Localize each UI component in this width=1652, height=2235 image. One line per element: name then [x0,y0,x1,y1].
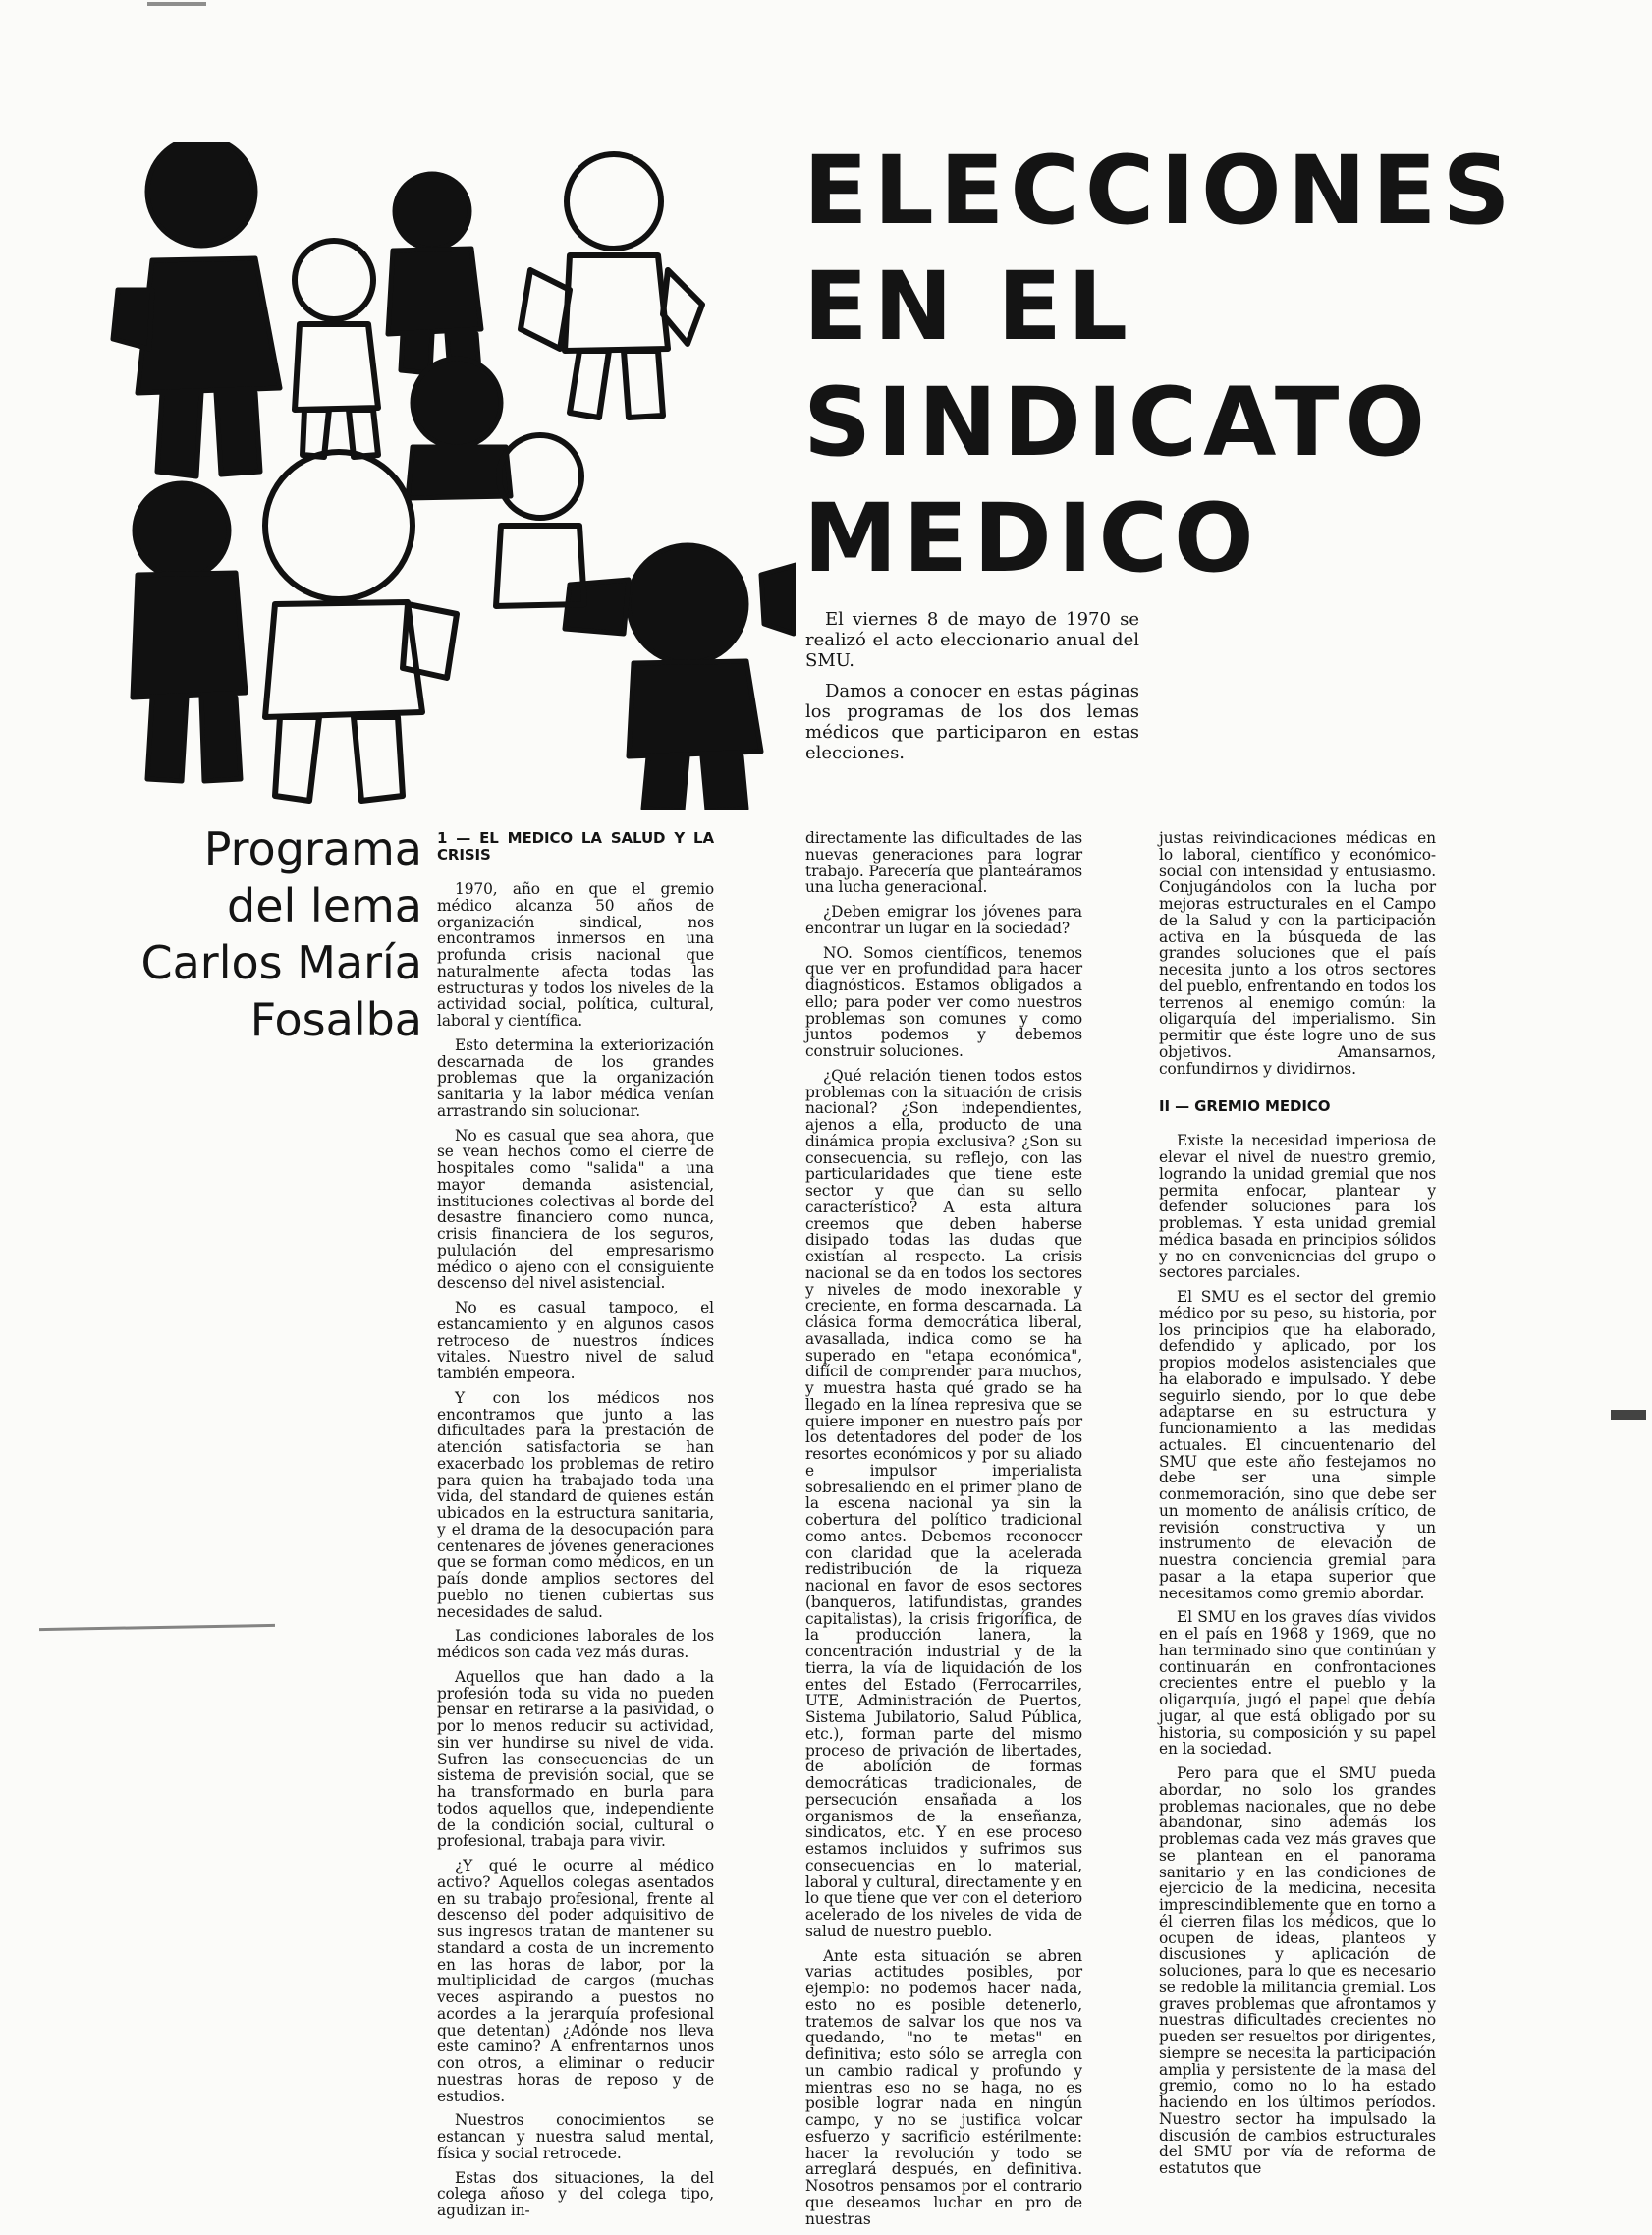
section-heading: II — GREMIO MEDICO [1159,1097,1331,1116]
paragraph: El SMU en los graves días vividos en el país en 1968 y 1969, que no han terminado sino que continúan y continuarán en confrontaciones crecientes entre el pueblo y la oligarquía, jugó el papel que debía jugar, al que está obligado por su historia, su composición y su papel en la sociedad. [1159,1608,1436,1759]
section-heading: 1 — EL MEDICO LA SALUD Y LA CRISIS [437,829,714,864]
paragraph: Y con los médicos nos encontramos que junto a las dificultades para la prestación de atención satisfactoria se han exacerbado los problemas de retiro para quien ha trabajado toda una vida, del standard de quienes están ubicados en la estructura sanitaria, y el drama de la desocupación para centenares de jóvenes generaciones que se forman como médicos, en un país donde amplios sectores del pueblo no tienen cubiertas sus necesidades de salud. [437,1388,714,1621]
paragraph: Aquellos que han dado a la profesión toda su vida no pueden pensar en retirarse a la pasividad, o por lo menos reducir su actividad, sin ver hundirse su nivel de vida. Sufren las consecuencias de un sistema de previsión social, que se ha transformado en burla para todos aquellos que, independiente de la condición social, cultural o profesional, trabaja para vivir. [437,1667,714,1851]
intro-paragraph: El viernes 8 de mayo de 1970 se realizó el acto eleccionario anual del SMU. [805,609,1139,671]
paragraph: directamente las dificultades de las nuevas generaciones para lograr trabajo. Parecería que planteáramos una lucha generacional. [805,829,1082,897]
children-illustration [108,142,796,810]
paragraph: Existe la necesidad imperiosa de elevar el nivel de nuestro gremio, logrando la unidad gremial que nos permita enfocar, plantear y defender soluciones para los problemas. Y esta unidad gremial médica basada en principios sólidos y no en conveniencias del grupo o sectores parciales. [1159,1132,1436,1282]
paragraph: ¿Deben emigrar los jóvenes para encontrar un lugar en la sociedad? [805,903,1082,937]
paragraph: No es casual tampoco, el estancamiento y en algunos casos retroceso de nuestros índices vitales. Nuestro nivel de salud también empeora. [437,1299,714,1382]
intro [805,609,1139,773]
paragraph: Estas dos situaciones, la del colega añoso y del colega tipo, agudizan in- [437,2168,714,2219]
paragraph: No es casual que sea ahora, que se vean hechos como el cierre de hospitales como "salida" a una mayor demanda asistencial, instituciones colectivas al borde del desastre financiero como nunca, crisis financiera de los seguros, pululación del empresarismo médico o ajeno con el consiguiente descenso del nivel asistencial. [437,1126,714,1293]
paragraph: Esto determina la exteriorización descarnada de los grandes problemas que la organización sanitaria y la labor médica venían arrastrando sin solucionar. [437,1035,714,1120]
paragraph: El SMU es el sector del gremio médico por su peso, su historia, por los principios que ha elaborado, defendido y aplicado, por los propios modelos asistenciales que ha elaborado e impulsado. Y debe seguirlo siendo, por lo que debe adaptarse en su estructura y funcionamiento a las medidas actuales. El cincuentenario del SMU que este año festejamos no debe ser una simple conmemoración, sino que debe ser un momento de análisis crítico, de revisión constructiva y un instrumento de elevación de nuestra conciencia gremial para pasar a la etapa superior que necesitamos como gremio abordar. [1159,1288,1436,1602]
program-title-line: Fosalba [249,993,422,1046]
headline [803,133,1516,596]
paragraph: NO. Somos científicos, tenemos que ver en profundidad para hacer diagnósticos. Estamos obligados a ello; para poder ver como nuestros problemas son comunes y como juntos podemos y debemos construir soluciones. [805,943,1082,1060]
paragraph: Ante esta situación se abren varias actitudes posibles, por ejemplo: no podemos hacer nada, esto no es posible detenerlo, tratemos de salvar los que nos va quedando, "no te metas" en definitiva; esto sólo se arregla con un cambio radical y profundo y mientras eso no se haga, no es posible lograr nada en ningún campo, y no se justifica volcar esfuerzo y sacrificio estérilmente: hacer la revolución y todo se arreglará después, en definitiva. Nosotros pensamos por el contrario que deseamos luchar en pro de nuestras [805,1946,1082,2228]
program-title-line: Programa [203,822,422,875]
program-title [138,820,422,1048]
paragraph: ¿Y qué le ocurre al médico activo? Aquellos colegas asentados en su trabajo profesional, frente al descenso del poder adquisitivo de sus ingresos tratan de mantener su standard a costa de un incremento en las horas de labor, por la multiplicidad de cargos (muchas veces aspirando a puestos no acordes a la jerarquía profesional que detentan) ¿Adónde nos lleva este camino? A enfrentarnos unos con otros, a eliminar o reducir nuestras horas de reposo y de estudios. [437,1857,714,2105]
program-title-line: Carlos María [140,936,422,989]
article-column-2 [805,830,1082,2235]
paragraph: justas reivindicaciones médicas en lo laboral, científico y económico-social con intensidad y entusiasmo. Conjugándolos con la lucha por mejoras estructurales en el Campo de la Salud y con la participación activa en la búsqueda de las grandes soluciones que el país necesita junto a los otros sectores del pueblo, enfrentando en todos los terrenos al enemigo común: la oligarquía del imperialismo. Sin permitir que éste logre uno de sus objetivos. Amansarnos, confundirnos y dividirnos. [1159,829,1436,1078]
headline-line: ELECCIONES [803,136,1516,246]
scan-mark [39,1624,275,1631]
article-column-1 [437,830,714,2227]
paragraph: ¿Qué relación tienen todos estos problemas con la situación de crisis nacional? ¿Son independientes, ajenos a ella, producto de una dinámica propia exclusiva? ¿Son su consecuencia, su reflejo, con las particularidades que tiene este sector y que dan su sello característico? A esta altura creemos que deben haberse disipado todas las dudas que existían al respecto. La crisis nacional se da en todos los sectores y niveles de modo inexorable y creciente, en forma descarnada. La clásica forma democrática liberal, avasallada, indica como se ha superado en "etapa económica", difícil de comprender para muchos, y muestra hasta qué grado se ha llegado en la línea represiva que se quiere imponer en nuestro país por los detentadores del poder de los resortes económicos y por su aliado e impulsor imperialista sobresaliendo en el primer plano de la escena nacional ya sin la cobertura del político tradicional como antes. Debemos reconocer con claridad que la acelerada redistribución de la riqueza nacional en favor de esos sectores (banqueros, latifundistas, grandes capitalistas), la crisis frigorífica, de la producción lanera, la concentración industrial y de la tierra, la vía de liquidación de los entes del Estado (Ferrocarriles, UTE, Administración de Puertos, Sistema Jubilatorio, Salud Pública, etc.), forman parte del mismo proceso de privación de libertades, de abolición de formas democráticas tradicionales, de persecución ensañada a los organismos de la enseñanza, sindicatos, etc. Y en ese proceso estamos incluidos y sufrimos sus consecuencias en lo material, laboral y cultural, directamente y en lo que tiene que ver con el deterioro acelerado de los niveles de vida de salud de nuestro pueblo. [805,1066,1082,1940]
paragraph: 1970, año en que el gremio médico alcanza 50 años de organización sindical, nos encontramos inmersos en una profunda crisis nacional que naturalmente afecta todas las estructuras y todos los niveles de la actividad social, política, cultural, laboral y científica. [437,880,714,1030]
headline-line: SINDICATO [803,367,1431,477]
paragraph: Las condiciones laborales de los médicos son cada vez más duras. [437,1627,714,1661]
scan-mark [1611,1410,1646,1420]
headline-line: MEDICO [803,483,1260,593]
paragraph: Pero para que el SMU pueda abordar, no solo los grandes problemas nacionales, que no debe abandonar, sino además los problemas cada vez más graves que se plantean en el panorama sanitario y en las condiciones de ejercicio de la medicina, necesita imprescindiblemente que en torno a él cierren filas los médicos, que lo ocupen de ideas, planteos y discusiones y aplicación de soluciones, para lo que es necesario se redoble la militancia gremial. Los graves problemas que afrontamos y nuestras dificultades crecientes no pueden ser resueltos por dirigentes, siempre se necesita la participación amplia y persistente de la masa del gremio, como no lo ha estado haciendo en los últimos períodos. Nuestro sector ha impulsado la discusión de cambios estructurales del SMU por vía de reforma de estatutos que [1159,1764,1436,2177]
article-column-3 [1159,830,1436,2185]
headline-line: EN EL [803,251,1134,362]
intro-paragraph: Damos a conocer en estas páginas los programas de los dos lemas médicos que participaron en estas elecciones. [805,681,1139,763]
program-title-line: del lema [227,879,422,932]
scan-mark [147,2,206,6]
paragraph: Nuestros conocimientos se estancan y nuestra salud mental, física y social retrocede. [437,2111,714,2162]
